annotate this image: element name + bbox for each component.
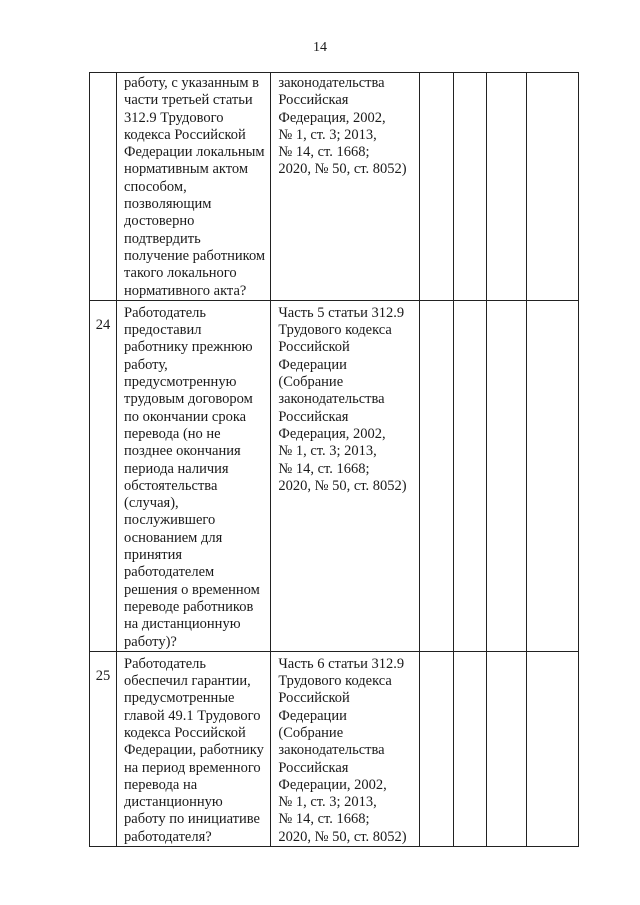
note-cell [526,300,578,651]
text-line: Российская [278,759,349,776]
text-line: перевода на [124,776,198,793]
text-line: части третьей статьи [124,92,253,109]
text-line: № 1, ст. 3; 2013, [278,443,377,460]
row-number: 24 [95,316,111,333]
answer-cell-yes [419,300,453,651]
question-cell [117,300,271,651]
text-line: № 14, ст. 1668; [278,460,370,477]
legal-reference-cell [271,73,419,301]
text-line: Федерации [278,707,347,724]
question-text [117,652,270,846]
table-row [90,300,579,651]
text-line: Федерации, 2002, [278,776,387,793]
legal-reference-cell [271,300,419,651]
text-line: законодательства [278,75,385,91]
text-line: Часть 5 статьи 312.9 [278,304,405,321]
checklist-table [89,72,579,847]
text-line: Федерации [278,356,347,373]
text-line: Российской [278,690,350,707]
text-line: № 1, ст. 3; 2013, [278,794,377,811]
text-line: позднее окончания [124,443,241,460]
text-line: предоставил [124,322,202,339]
question-cell [117,651,271,846]
text-line: работу)? [124,633,177,650]
text-line: Федерация, 2002, [278,109,386,126]
note-cell [526,73,578,301]
text-line: законодательства [278,391,385,408]
text-line: нормативным актом [124,161,249,178]
text-line: предусмотренные [124,690,235,707]
question-text [117,73,270,300]
text-line: позволяющим [124,196,212,213]
text-line: подтвердить [124,230,201,247]
question-cell [117,73,271,301]
text-line: Трудового кодекса [278,322,392,339]
text-line: периода наличия [124,460,229,477]
text-line: 312.9 Трудового [124,109,224,126]
row-number-cell [90,73,117,301]
text-line: № 1, ст. 3; 2013, [278,126,377,143]
text-line: Часть 6 статьи 312.9 [278,655,405,672]
text-line: Работодатель [124,304,207,321]
text-line: трудовым договором [124,391,253,408]
answer-cell-yes [419,651,453,846]
text-line: работу, с указанным в [124,75,260,91]
text-line: 2020, № 50, ст. 8052) [278,828,407,845]
text-line: Российская [278,92,349,109]
text-line: способом, [124,178,187,195]
text-line: Российской [278,339,350,356]
legal-reference-text [271,301,418,495]
answer-cell-yes [419,73,453,301]
text-line: работодателем [124,564,215,581]
answer-cell-no [453,73,486,301]
answer-cell-na [486,651,526,846]
text-line: № 14, ст. 1668; [278,811,370,828]
text-line: Российская [278,408,349,425]
text-line: такого локального [124,265,237,282]
answer-cell-no [453,651,486,846]
text-line: основанием для [124,529,223,546]
legal-reference-text [271,652,418,846]
text-line: (Собрание [278,724,344,741]
text-line: предусмотренную [124,374,237,391]
text-line: (Собрание [278,374,344,391]
text-line: Федерация, 2002, [278,425,386,442]
note-cell [526,651,578,846]
text-line: законодательства [278,742,385,759]
legal-reference-cell [271,651,419,846]
text-line: решения о временном [124,581,260,598]
text-line: главой 49.1 Трудового [124,707,261,724]
text-line: обеспечил гарантии, [124,673,251,690]
text-line: работу, [124,356,168,373]
text-line: Работодатель [124,655,207,672]
text-line: по окончании срока [124,408,247,425]
text-line: на дистанционную [124,616,241,633]
text-line: на период временного [124,759,261,776]
text-line: 2020, № 50, ст. 8052) [278,161,407,178]
question-text [117,301,270,651]
text-line: № 14, ст. 1668; [278,144,370,161]
table-row [90,73,579,301]
text-line: Федерации, работнику [124,742,264,759]
page-number: 14 [313,40,327,55]
text-line: послужившего [124,512,216,529]
answer-cell-na [486,73,526,301]
answer-cell-na [486,300,526,651]
text-line: кодекса Российской [124,724,246,741]
row-number: 25 [95,667,111,684]
text-line: работу по инициативе [124,811,260,828]
text-line: (случая), [124,495,179,512]
row-number-cell [90,300,117,651]
text-line: 2020, № 50, ст. 8052) [278,477,407,494]
answer-cell-no [453,300,486,651]
text-line: Трудового кодекса [278,673,392,690]
text-line: работодателя? [124,828,212,845]
text-line: принятия [124,547,183,564]
text-line: перевода (но не [124,425,221,442]
table-row [90,651,579,846]
text-line: достоверно [124,213,195,230]
row-number-cell [90,651,117,846]
text-line: обстоятельства [124,477,218,494]
text-line: Федерации локальным [124,144,265,161]
text-line: нормативного акта? [124,282,247,299]
text-line: кодекса Российской [124,126,246,143]
text-line: работнику прежнюю [124,339,253,356]
text-line: дистанционную [124,794,223,811]
text-line: получение работником [124,247,266,264]
text-line: переводе работников [124,598,254,615]
legal-reference-text [271,73,418,179]
